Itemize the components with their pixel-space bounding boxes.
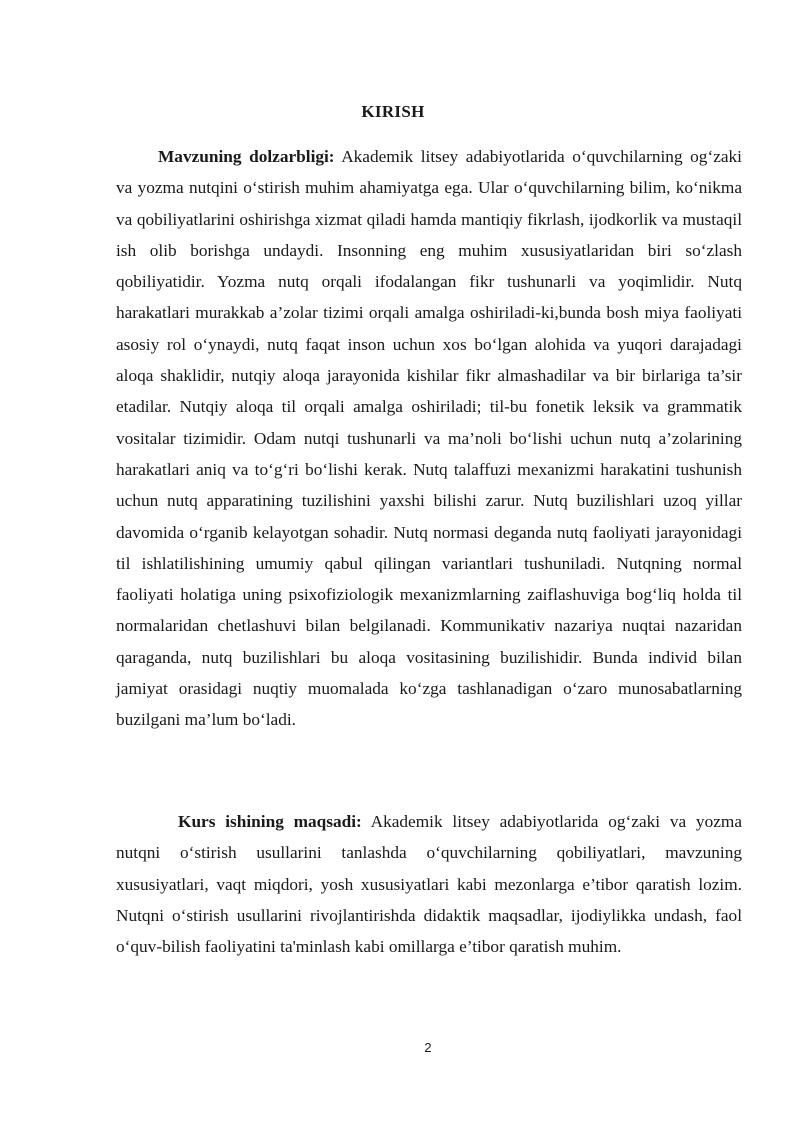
- paragraph-relevance: [116, 141, 742, 736]
- section-title: KIRISH: [361, 102, 425, 121]
- paragraph-text: Akademik litsey adabiyotlarida og‘zaki va yozma nutqni o‘stirish usullarini tanlashda o‘quvchilarning qobiliyatlari, mavzuning xususiyatlari, vaqt miqdori, yosh xususiyatlari kabi mezonlarga e’tibor qaratish lozim. Nutqni o‘stirish usullarini rivojlantirishda didaktik maqsadlar, ijodiylikka undash, faol o‘quv-bilish faoliyatini ta'minlash kabi omillarga e’tibor qaratish muhim.: [116, 812, 742, 957]
- paragraph-goal: [116, 806, 742, 962]
- paragraph-lead: Mavzuning dolzarbligi:: [158, 147, 335, 166]
- paragraph-lead: Kurs ishining maqsadi:: [178, 812, 362, 831]
- page-number: 2: [424, 1040, 432, 1055]
- paragraph-text: Akademik litsey adabiyotlarida o‘quvchilarning og‘zaki va yozma nutqini o‘stirish muhim ahamiyatga ega. Ular o‘quvchilarning bilim, ko‘nikma va qobiliyatlarini oshirishga xizmat qiladi hamda mantiqiy fikrlash, ijodkorlik va mustaqil ish olib borishga undaydi. Insonning eng muhim xususiyatlaridan biri so‘zlash qobiliyatidir. Yozma nutq orqali ifodalangan fikr tushunarli va yoqimlidir. Nutq harakatlari murakkab a’zolar tizimi orqali amalga oshiriladi-ki,bunda bosh miya faoliyati asosiy rol o‘ynaydi, nutq faqat inson uchun xos bo‘lgan alohida va yuqori darajadagi aloqa shaklidir, nutqiy aloqa jarayonida kishilar fikr almashadilar va bir birlariga ta’sir etadilar. Nutqiy aloqa til orqali amalga oshiriladi; til-bu fonetik leksik va grammatik vositalar tizimidir. Odam nutqi tushunarli va ma’noli bo‘lishi uchun nutq a’zolarining harakatlari aniq va to‘g‘ri bo‘lishi kerak. Nutq talaffuzi mexanizmi harakatini tushunish uchun nutq apparatining tuzilishini yaxshi bilishi zarur. Nutq buzilishlari uzoq yillar davomida o‘rganib kelayotgan sohadir. Nutq normasi deganda nutq faoliyati jarayonidagi til ishlatilishining umumiy qabul qilingan variantlari tushuniladi. Nutqning normal faoliyati holatiga uning psixofiziologik mexanizmlarning zaiflashuviga bog‘liq holda til normalaridan chetlashuvi bilan belgilanadi. Kommunikativ nazariya nuqtai nazaridan qaraganda, nutq buzilishlari bu aloqa vositasining buzilishidir. Bunda individ bilan jamiyat orasidagi nuqtiy muomalada ko‘zga tashlanadigan o‘zaro munosabatlarning buzilgani ma’lum bo‘ladi.: [116, 147, 742, 730]
